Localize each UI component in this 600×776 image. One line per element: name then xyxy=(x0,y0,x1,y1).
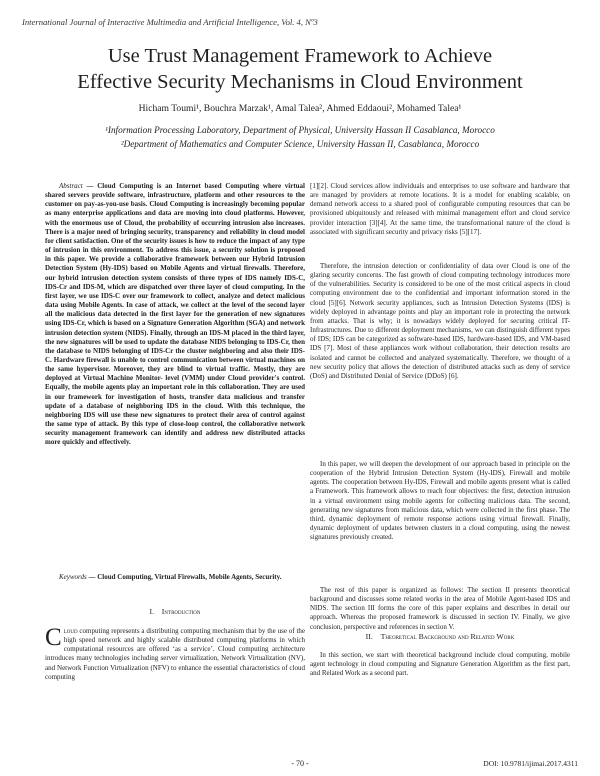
section-heading-background: II. Theoretical Background and Related Work xyxy=(365,632,515,641)
doi: DOI: 10.9781/ijimai.2017.4311 xyxy=(483,759,578,768)
affiliation-2: ²Department of Mathematics and Computer Science, University Hassan II, Casablanca, Morocco xyxy=(120,139,480,149)
affiliation-1: ¹Information Processing Laboratory, Department of Physical, University Hassan II Casablanca, Morocco xyxy=(105,125,495,135)
introduction-paragraph xyxy=(45,624,305,682)
paper-title xyxy=(0,43,600,95)
keywords xyxy=(45,573,305,582)
intro-first-word: loud xyxy=(63,627,78,635)
keywords-text: — Cloud Computing, Virtual Firewalls, Mobile Agents, Security. xyxy=(88,573,282,581)
right-paragraph-3: In this paper, we will deepen the development of our approach based in principle on the cooperation of the Hybrid Intrusion Detection System (Hy-IDS), Firewall and mobile agents. The cooperation between Hy-IDS, Firewall and mobile agents present what is called a Framework. This framework allows to reach four objectives: the first, detection intrusion in a virtual environment using mobile agents for collecting malicious data. The second, generating new signatures from malicious data, which were collected in the first phase. The third, dynamic deployment of remote response actions using virtual firewall. Finally, dynamic deployment of updates between clusters in a cloud computing, using the newest signatures previously created. xyxy=(310,460,570,542)
keywords-label: Keywords xyxy=(59,573,87,581)
drop-cap: C xyxy=(45,624,62,651)
authors: Hicham Toumi¹, Bouchra Marzak¹, Amal Talea², Ahmed Eddaoui², Mohamed Talea¹ xyxy=(138,103,462,114)
title-line-2: Effective Security Mechanisms in Cloud Environment xyxy=(77,71,523,93)
right-paragraph-5: In this section, we start with theoretical background include cloud computing, mobile agent technology in cloud computing and Signature Generation Algorithm as the first part, and Related Work as a second part. xyxy=(310,651,570,678)
abstract-text: — Cloud Computing is an Internet based Computing where virtual shared servers provide software, infrastructure, platform and other resources to the customer on pay-as-you-use basis. Cloud Computing is increasingly becoming popular as many enterprise applications and data are moving into cloud platforms. However, with the enormous use of Cloud, the probability of occurring intrusion also increases. There is a major need of bringing security, transparency and reliability in cloud model for client satisfaction. One of the security issues is how to reduce the impact of any type of intrusion in this environment. To address this issue, a security solution is proposed in this paper. We provide a collaborative framework between our Hybrid Intrusion Detection System (Hy-IDS) based on Mobile Agents and virtual firewalls. Therefore, our hybrid intrusion detection system consists of three types of IDS namely IDS-C, IDS-Cr and IDS-M, which are dispatched over three layer of cloud computing. In the first layer, we use IDS-C over our framework to collect, analyze and detect malicious data using Mobile Agents. In case of attack, we collect at the level of the second layer all the malicious data detected in the first layer for the generation of new signatures using IDS-Cr, which is based on a Signature Generation Algorithm (SGA) and network intrusion detection system (NIDS). Finally, through an IDS-M placed in the third layer, the new signatures will be used to update the database NIDS belonging to IDS-Cr, then the database to NIDS belonging of IDS-Cr the cluster neighboring and also their IDS-C. Hardware firewall is unable to control communication between virtual machines on the same hypervisor. Moreover, they are blind to virtual traffic. Mostly, they are deployed at Virtual Machine Monitor- level (VMM) under Cloud provider's control. Equally, the mobile agents play an important role in this collaboration. They are used in our framework for investigation of hosts, transfer data malicious and transfer update of a database of neighboring IDS in the cloud. With this technique, the neighboring IDS will use these new signatures to protect their area of control against the same type of attack. By this type of close-loop control, the collaborative network security management framework can identify and address new distributed attacks more quickly and effectively. xyxy=(45,182,305,447)
section-heading-introduction: I. Introduction xyxy=(149,607,201,616)
abstract xyxy=(45,182,305,448)
journal-header: International Journal of Interactive Multimedia and Artificial Intelligence, Vol. 4, Nº3 xyxy=(22,17,318,27)
page-number: - 70 - xyxy=(291,759,309,768)
intro-text: computing represents a distributing computing mechanism that by the use of the high speed network and highly scalable distributed computing platforms in which computational resources are offered ‘as a service’. Cloud computing architecture introduces many technologies including server virtualization, Network Virtualization (NV), and Network Function Virtualization (NFV) to enhance the essential characteristics of cloud computing xyxy=(45,627,305,681)
right-paragraph-1: [1][2]. Cloud services allow individuals and enterprises to use software and hardware that are managed by providers at remote locations. It is a model for enabling scalable, on demand network access to a shared pool of configurable computing resources that can be provisioned ubiquitously and released with minimal management effort and cloud service provider interaction [3][4]. At the same time, the transformational nature of the cloud is associated with significant security and privacy risks [5][17]. xyxy=(310,182,570,236)
title-line-1: Use Trust Management Framework to Achieve xyxy=(107,45,493,67)
abstract-label: Abstract xyxy=(59,182,83,190)
right-paragraph-2: Therefore, the intrusion detection or confidentiality of data over Cloud is one of the glaring security concerns. The fast growth of cloud computing technology introduces more of the vulnerabilities. Security is considered to be one of the most critical aspects in cloud computing environment due to the confidential and important information stored in the cloud [5][6]. Network security appliances, such as Intrusion Detection Systems (IDS) is widely deployed in advantage points and play an important role in protecting the network from attacks. That is why; it is nowadays widely deployed for securing critical IT-Infrastructures. Due to different deployment mechanisms, we can distinguish different types of IDS; IDS can be categorized as software-based IDS, hardware-based IDS, and VM-based IDS [7]. Most of these appliances work without collaboration, their detection results are isolated and cannot be collected and analyzed systematically. Therefore, we thought of a new security policy that allows the detection of distributed attacks such as deny of service (DoS) and Distributed Denial of Service (DDoS) [6]. xyxy=(310,262,570,380)
right-paragraph-4: The rest of this paper is organized as follows: The section II presents theoretical background and discusses some related works in the area of Mobile Agent-based IDS and NIDS. The section III forms the core of this paper explains and describes in detail our approach. Whereas the proposed framework is discussed in section IV. Finally, we give conclusion, perspective and references in section V. xyxy=(310,586,570,631)
